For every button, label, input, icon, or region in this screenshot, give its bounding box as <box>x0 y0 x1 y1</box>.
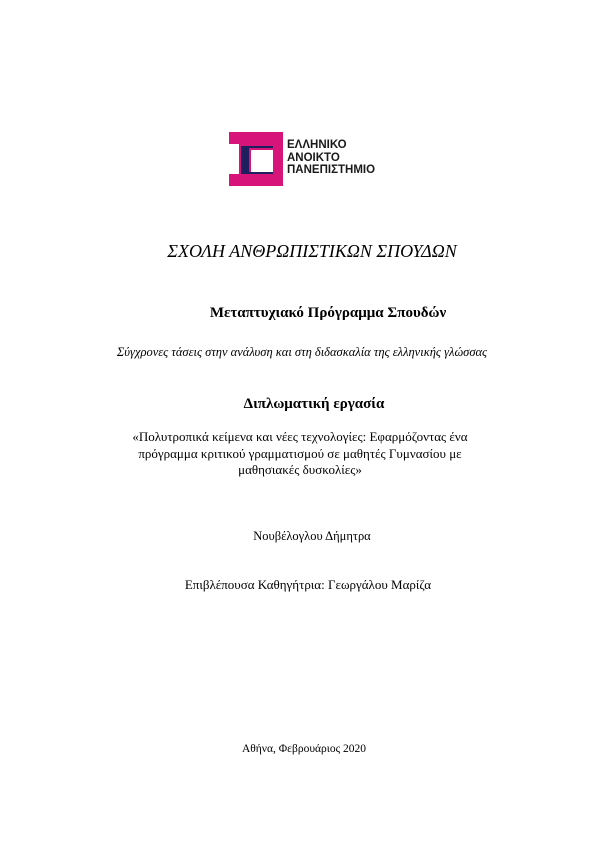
university-logo-mark-icon <box>229 128 285 188</box>
place-date: Αθήνα, Φεβρουάριος 2020 <box>241 743 367 755</box>
logo-white-inset <box>251 150 273 172</box>
thesis-title-line-3: μαθησιακές δυσκολίες» <box>238 462 362 477</box>
thesis-title-line-1: «Πολυτροπικά κείμενα και νέες τεχνολογίες: Εφαρμόζοντας ένα <box>132 429 468 444</box>
thesis-title-line-2: πρόγραμμα κριτικού γραμματισμού σε μαθητές Γυμνασίου με <box>138 445 462 461</box>
school-name: ΣΧΟΛΗ ΑΝΘΡΩΠΙΣΤΙΚΩΝ ΣΠΟΥΔΩΝ <box>167 241 457 261</box>
thesis-title <box>100 429 500 479</box>
logo-line-3: ΠΑΝΕΠΙΣΤΗΜΙΟ <box>287 164 376 176</box>
author-name: Νουβέλογλου Δήμητρα <box>253 529 371 543</box>
supervisor: Επιβλέπουσα Καθηγήτρια: Γεωργάλου Μαρίζα <box>184 577 432 592</box>
logo-line-1: ΕΛΛΗΝΙΚΟ <box>287 139 347 151</box>
university-logo <box>229 128 399 188</box>
program-name: Μεταπτυχιακό Πρόγραμμα Σπουδών <box>209 305 447 321</box>
program-subtitle: Σύγχρονες τάσεις στην ανάλυση και στη διδασκαλία της ελληνικής γλώσσας <box>116 345 488 359</box>
logo-line-2: ΑΝΟΙΚΤΟ <box>287 151 340 164</box>
thesis-label: Διπλωματική εργασία <box>243 396 385 412</box>
university-logo-text <box>287 139 375 177</box>
